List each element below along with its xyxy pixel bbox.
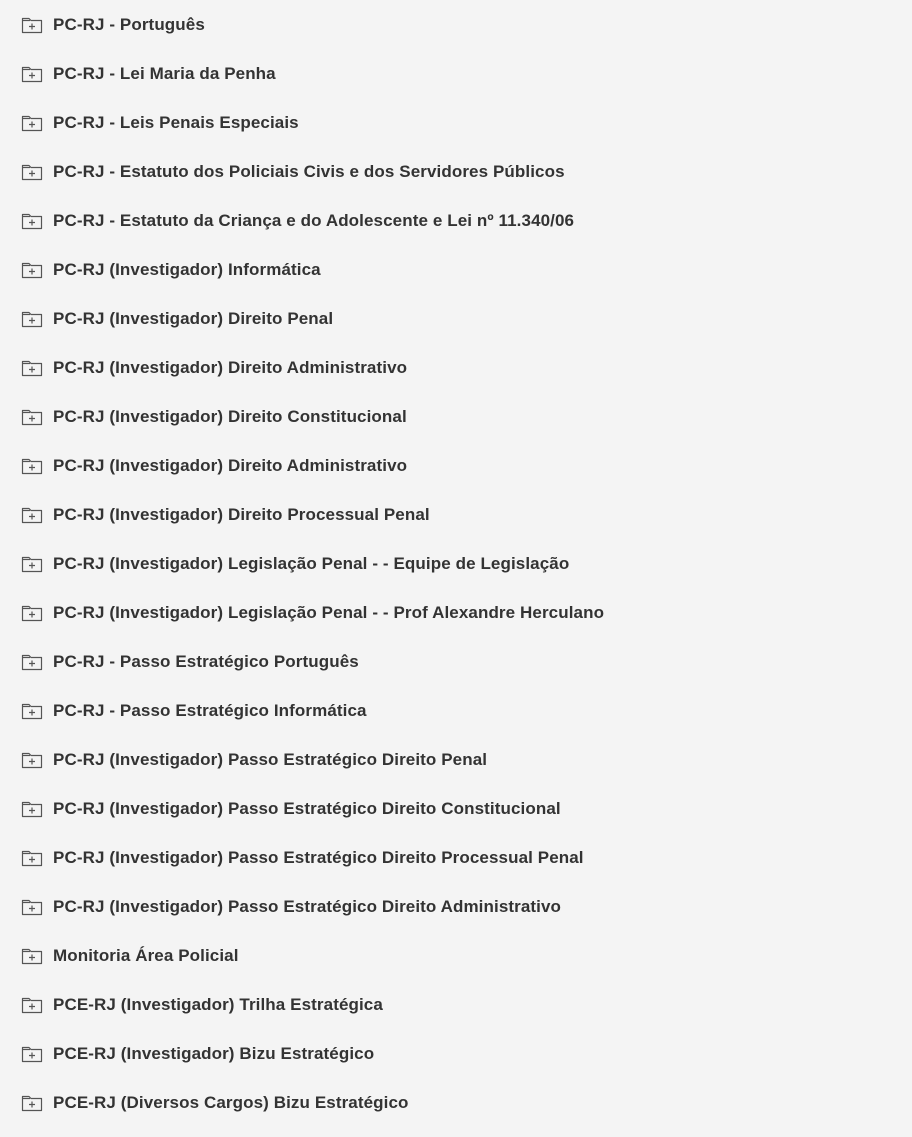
folder-item[interactable]: [0, 147, 912, 196]
folder-plus-icon: [21, 456, 43, 476]
folder-item[interactable]: [0, 490, 912, 539]
folder-label: PC-RJ (Investigador) Passo Estratégico Direito Penal: [53, 749, 488, 769]
folder-item[interactable]: [0, 0, 912, 49]
folder-label: PC-RJ (Investigador) Passo Estratégico Direito Constitucional: [53, 798, 561, 818]
folder-item[interactable]: [0, 980, 912, 1029]
folder-item[interactable]: [0, 1078, 912, 1127]
folder-label: Monitoria Área Policial: [53, 945, 239, 965]
folder-plus-icon: [21, 15, 43, 35]
folder-label: PC-RJ (Investigador) Direito Constitucional: [53, 406, 407, 426]
folder-label: PC-RJ (Investigador) Legislação Penal - - Prof Alexandre Herculano: [53, 602, 605, 622]
folder-label: PCE-RJ (Investigador) Trilha Estratégica: [53, 994, 383, 1014]
folder-item[interactable]: [0, 196, 912, 245]
folder-plus-icon: [21, 995, 43, 1015]
folder-plus-icon: [21, 162, 43, 182]
folder-item[interactable]: [0, 833, 912, 882]
folder-plus-icon: [21, 211, 43, 231]
folder-item[interactable]: [0, 1029, 912, 1078]
folder-plus-icon: [21, 358, 43, 378]
folder-label: PC-RJ (Investigador) Passo Estratégico Direito Processual Penal: [53, 847, 584, 867]
folder-label: PCE-RJ (Diversos Cargos) Bizu Estratégico: [53, 1092, 409, 1112]
folder-item[interactable]: [0, 735, 912, 784]
folder-label: PC-RJ (Investigador) Legislação Penal - - Equipe de Legislação: [53, 553, 570, 573]
folder-plus-icon: [21, 799, 43, 819]
folder-item[interactable]: [0, 784, 912, 833]
folder-plus-icon: [21, 64, 43, 84]
folder-item[interactable]: [0, 686, 912, 735]
folder-label: PC-RJ - Lei Maria da Penha: [53, 63, 276, 83]
folder-plus-icon: [21, 848, 43, 868]
folder-label: PC-RJ - Passo Estratégico Informática: [53, 700, 367, 720]
folder-plus-icon: [21, 946, 43, 966]
folder-plus-icon: [21, 701, 43, 721]
folder-label: PC-RJ (Investigador) Direito Processual Penal: [53, 504, 430, 524]
folder-label: PC-RJ - Português: [53, 14, 205, 34]
folder-plus-icon: [21, 897, 43, 917]
folder-plus-icon: [21, 1093, 43, 1113]
folder-label: PC-RJ (Investigador) Informática: [53, 259, 321, 279]
folder-plus-icon: [21, 603, 43, 623]
folder-label: PC-RJ (Investigador) Direito Administrativo: [53, 455, 408, 475]
folder-item[interactable]: [0, 441, 912, 490]
folder-plus-icon: [21, 505, 43, 525]
folder-label: PC-RJ (Investigador) Direito Penal: [53, 308, 334, 328]
folder-label: PC-RJ - Estatuto dos Policiais Civis e dos Servidores Públicos: [53, 161, 565, 181]
folder-label: PC-RJ - Estatuto da Criança e do Adolescente e Lei nº 11.340/06: [53, 210, 575, 230]
folder-plus-icon: [21, 652, 43, 672]
folder-item[interactable]: [0, 245, 912, 294]
folder-plus-icon: [21, 113, 43, 133]
folder-plus-icon: [21, 309, 43, 329]
folder-plus-icon: [21, 750, 43, 770]
folder-item[interactable]: [0, 637, 912, 686]
folder-item[interactable]: [0, 539, 912, 588]
folder-plus-icon: [21, 554, 43, 574]
folder-label: PCE-RJ (Investigador) Bizu Estratégico: [53, 1043, 375, 1063]
folder-item[interactable]: [0, 882, 912, 931]
folder-plus-icon: [21, 1044, 43, 1064]
folder-item[interactable]: [0, 294, 912, 343]
folder-label: PC-RJ - Passo Estratégico Português: [53, 651, 359, 671]
folder-item[interactable]: [0, 931, 912, 980]
folder-item[interactable]: [0, 343, 912, 392]
folder-item[interactable]: [0, 49, 912, 98]
folder-label: PC-RJ (Investigador) Direito Administrativo: [53, 357, 408, 377]
folder-label: PC-RJ - Leis Penais Especiais: [53, 112, 299, 132]
folder-plus-icon: [21, 407, 43, 427]
folder-label: PC-RJ (Investigador) Passo Estratégico Direito Administrativo: [53, 896, 562, 916]
folder-plus-icon: [21, 260, 43, 280]
folder-item[interactable]: [0, 392, 912, 441]
folder-item[interactable]: [0, 588, 912, 637]
folder-item[interactable]: [0, 98, 912, 147]
